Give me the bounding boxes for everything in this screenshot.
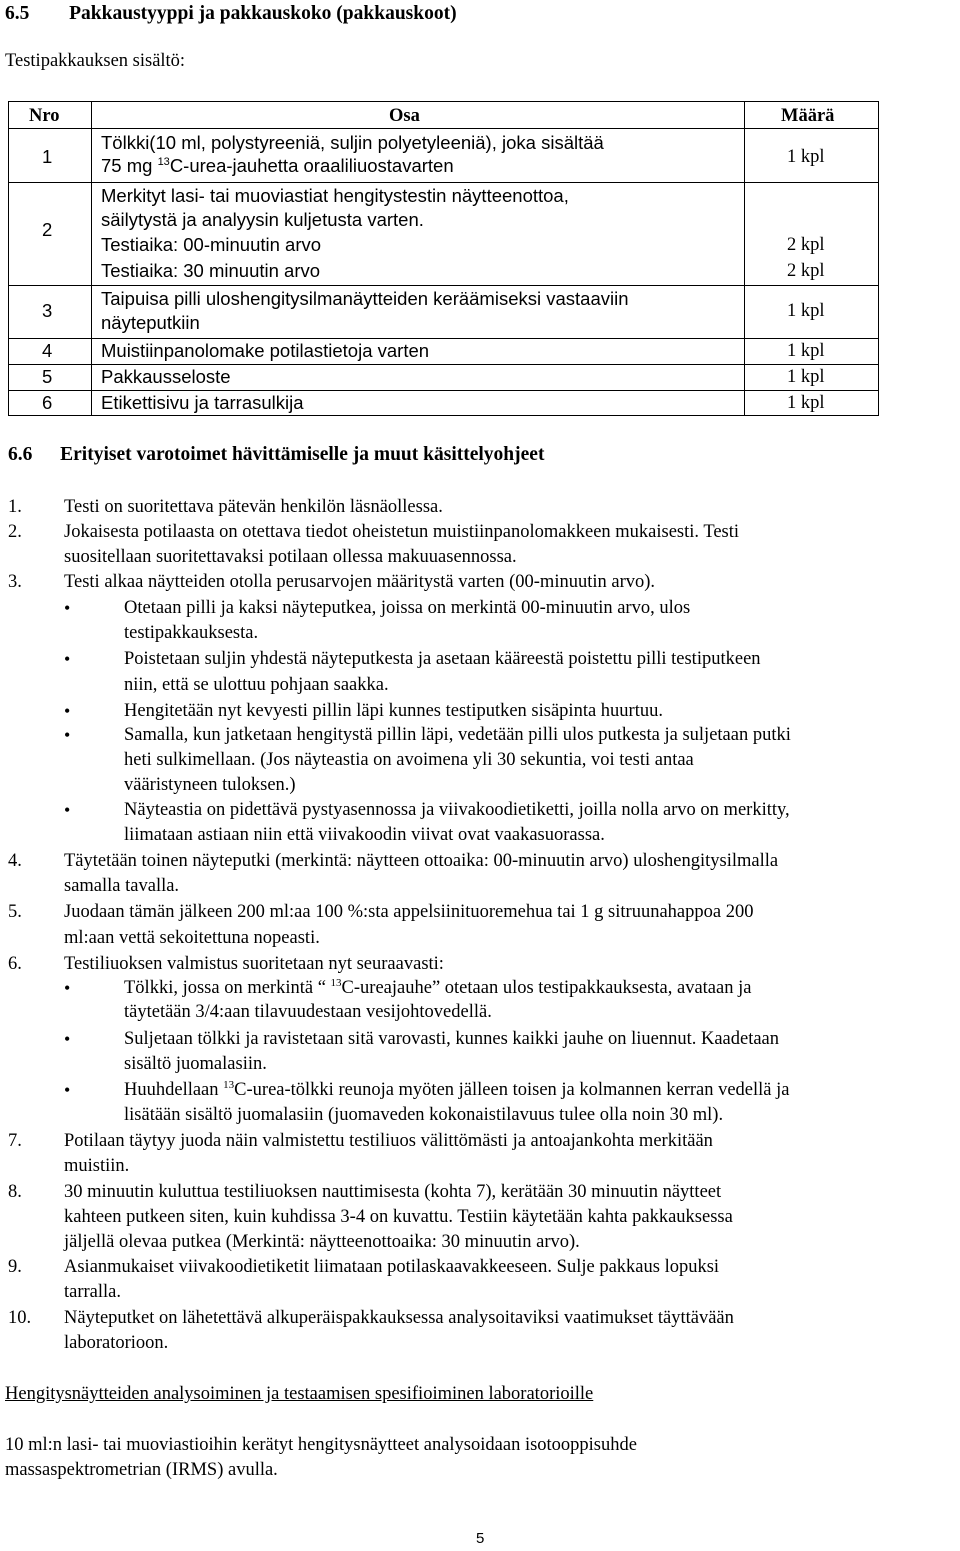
step-6-bullet-3-line-1: Huuhdellaan $^{13}$C-urea-tölkki reunoja myöten jälleen toisen ja kolmannen kerran vedellä ja	[124, 1079, 790, 1100]
step-7-line-1: Potilaan täytyy juoda näin valmistettu testiliuos välittömästi ja antoajankohta merkitään	[64, 1131, 713, 1151]
step-2-number: 2.	[8, 522, 22, 542]
header-nro: Nro	[29, 106, 60, 126]
table-row-2-qty-2: 2 kpl	[787, 261, 825, 281]
table-row-5-text: Pakkausseloste	[101, 366, 231, 387]
bullet-icon: •	[64, 800, 71, 820]
table-row-1-qty: 1 kpl	[787, 147, 825, 167]
step-6-bullet-1-line-2: täytetään 3/4:aan tilavuudestaan vesijohtovedellä.	[124, 1002, 492, 1022]
step-5-number: 5.	[8, 902, 22, 922]
step-3-bullet-4-line-2: heti sulkimellaan. (Jos näyteastia on avoimena yli 30 sekuntia, voi testi antaa	[124, 750, 694, 770]
step-3-bullet-1-line-2: testipakkauksesta.	[124, 623, 259, 643]
table-row-3-line-2: näyteputkiin	[101, 312, 200, 333]
step-3-bullet-5-line-1: Näyteastia on pidettävä pystyasennossa ja viivakoodietiketti, joilla nolla arvo on merkitty,	[124, 800, 790, 820]
bullet-icon: •	[64, 1029, 71, 1049]
table-row-1-line-1: Tölkki(10 ml, polystyreeniä, suljin polyetyleeniä), joka sisältää	[101, 132, 604, 153]
step-3-bullet-4-line-1: Samalla, kun jatketaan hengitystä pillin läpi, vedetään pilli ulos putkesta ja suljetaan putki	[124, 725, 791, 745]
bullet-icon: •	[64, 725, 71, 745]
table-row-3-qty: 1 kpl	[787, 301, 825, 321]
step-8-line-2: kahteen putkeen siten, kuin kuhdissa 3-4 on kuvattu. Testiin käytetään kahta pakkauksessa	[64, 1207, 733, 1227]
step-6-bullet-3-line-2: lisätään sisältö juomalasiin (juomaveden kokonaistilavuus tulee olla noin 30 ml).	[124, 1105, 724, 1125]
package-contents-intro: Testipakkauksen sisältö:	[5, 51, 186, 71]
step-10-number: 10.	[8, 1308, 32, 1328]
table-row-2-line-4: Testiaika: 30 minuutin arvo	[101, 260, 321, 281]
step-3-number: 3.	[8, 572, 22, 592]
step-3-bullet-4-line-3: vääristyneen tuloksen.)	[124, 775, 296, 795]
step-3-bullet-1-line-1: Otetaan pilli ja kaksi näyteputkea, joissa on merkintä 00-minuutin arvo, ulos	[124, 598, 691, 618]
bullet-icon: •	[64, 649, 71, 669]
table-row-2-line-3: Testiaika: 00-minuutin arvo	[101, 234, 322, 255]
step-3-text: Testi alkaa näytteiden otolla perusarvojen määritystä varten (00-minuutin arvo).	[64, 572, 656, 592]
table-row-3-line-1: Taipuisa pilli uloshengitysilmanäytteiden keräämiseksi vastaaviin	[101, 288, 629, 309]
table-row-4-qty: 1 kpl	[787, 341, 825, 361]
table-row-1-line-2: 75 mg $^{13}$C-urea-jauhetta oraaliliuostavarten	[101, 155, 454, 176]
page-number: 5	[476, 1530, 485, 1547]
step-8-line-3: jäljellä olevaa putkea (Merkintä: näytteenottoaika: 30 minuutin arvo).	[64, 1232, 580, 1252]
step-3-bullet-3: Hengitetään nyt kevyesti pillin läpi kunnes testiputken sisäpinta huurtuu.	[124, 701, 663, 721]
step-1-number: 1.	[8, 497, 22, 517]
table-row-4-text: Muistiinpanolomake potilastietoja varten	[101, 340, 430, 361]
table-row-2-line-2: säilytystä ja analyysin kuljetusta varten.	[101, 209, 424, 230]
step-6-bullet-1-line-1: Tölkki, jossa on merkintä “ $^{13}$C-ureajauhe” otetaan ulos testipakkauksesta, avataan ja	[124, 977, 752, 998]
bullet-icon: •	[64, 1080, 71, 1100]
table-row-5-qty: 1 kpl	[787, 367, 825, 387]
step-7-number: 7.	[8, 1131, 22, 1151]
step-2-line-2: suositellaan suoritettavaksi potilaan ollessa makuuasennossa.	[64, 547, 517, 567]
section-number: 6.6	[8, 444, 33, 465]
step-9-line-2: tarralla.	[64, 1282, 121, 1302]
step-7-line-2: muistiin.	[64, 1156, 130, 1176]
bullet-icon: •	[64, 598, 71, 618]
section-number: 6.5	[5, 3, 30, 24]
step-3-bullet-5-line-2: liimataan astiaan niin että viivakoodin viivat ovat vaakasuorassa.	[124, 825, 605, 845]
header-maara: Määrä	[781, 106, 835, 126]
bullet-icon: •	[64, 701, 71, 721]
lab-analysis-heading: Hengitysnäytteiden analysoiminen ja testaamisen spesifioiminen laboratorioille	[5, 1384, 594, 1404]
bullet-icon: •	[64, 978, 71, 998]
step-2-line-1: Jokaisesta potilaasta on otettava tiedot oheistetun muistiinpanolomakkeen mukaisesti. Testi	[64, 522, 740, 542]
step-3-bullet-2-line-1: Poistetaan suljin yhdestä näyteputkesta ja asetaan kääreestä poistettu pilli testiputkeen	[124, 649, 761, 669]
table-row-5-nro: 5	[42, 366, 53, 387]
table-row-6-nro: 6	[42, 392, 53, 413]
step-8-number: 8.	[8, 1182, 22, 1202]
lab-analysis-text-line-1: 10 ml:n lasi- tai muoviastioihin kerätyt hengitysnäytteet analysoidaan isotooppisuhde	[5, 1435, 637, 1455]
step-6-text: Testiliuoksen valmistus suoritetaan nyt seuraavasti:	[64, 954, 444, 974]
table-row-3-nro: 3	[42, 300, 53, 321]
step-4-line-1: Täytetään toinen näyteputki (merkintä: näytteen ottoaika: 00-minuutin arvo) uloshengitysilmalla	[64, 851, 779, 871]
table-row-2-qty-1: 2 kpl	[787, 235, 825, 255]
table-row-1-nro: 1	[42, 146, 53, 167]
table-row-6-qty: 1 kpl	[787, 393, 825, 413]
step-3-bullet-2-line-2: niin, että se ulottuu pohjaan saakka.	[124, 675, 389, 695]
step-5-line-2: ml:aan vettä sekoitettuna nopeasti.	[64, 928, 320, 948]
step-9-number: 9.	[8, 1257, 22, 1277]
step-10-line-2: laboratorioon.	[64, 1333, 169, 1353]
section-title: Erityiset varotoimet hävittämiselle ja muut käsittelyohjeet	[60, 444, 545, 465]
step-6-bullet-2-line-1: Suljetaan tölkki ja ravistetaan sitä varovasti, kunnes kaikki jauhe on liuennut. Kaadetaan	[124, 1029, 780, 1049]
step-4-number: 4.	[8, 851, 22, 871]
step-9-line-1: Asianmukaiset viivakoodietiketit liimataan potilaskaavakkeeseen. Sulje pakkaus lopuksi	[64, 1257, 720, 1277]
section-6-5-heading	[5, 3, 457, 25]
step-5-line-1: Juodaan tämän jälkeen 200 ml:aa 100 %:sta appelsiinituoremehua tai 1 g sitruunahappoa 200	[64, 902, 754, 922]
step-4-line-2: samalla tavalla.	[64, 876, 180, 896]
section-6-6-heading	[8, 444, 544, 466]
header-osa: Osa	[389, 106, 420, 126]
step-10-line-1: Näyteputket on lähetettävä alkuperäispakkauksessa analysoitaviksi vaatimukset täyttävään	[64, 1308, 734, 1328]
table-row-6-text: Etikettisivu ja tarrasulkija	[101, 392, 304, 413]
package-contents-table	[8, 101, 879, 416]
table-row-2-line-1: Merkityt lasi- tai muoviastiat hengitystestin näytteenottoa,	[101, 185, 569, 206]
step-6-bullet-2-line-2: sisältö juomalasiin.	[124, 1054, 267, 1074]
table-row-2-nro: 2	[42, 219, 53, 240]
table-row-4-nro: 4	[42, 340, 53, 361]
step-1-text: Testi on suoritettava pätevän henkilön läsnäollessa.	[64, 497, 443, 517]
lab-analysis-text-line-2: massaspektrometrian (IRMS) avulla.	[5, 1460, 278, 1480]
step-8-line-1: 30 minuutin kuluttua testiliuoksen nauttimisesta (kohta 7), kerätään 30 minuutin näytteet	[64, 1182, 722, 1202]
step-6-number: 6.	[8, 954, 22, 974]
section-title: Pakkaustyyppi ja pakkauskoko (pakkauskoot)	[69, 3, 457, 24]
